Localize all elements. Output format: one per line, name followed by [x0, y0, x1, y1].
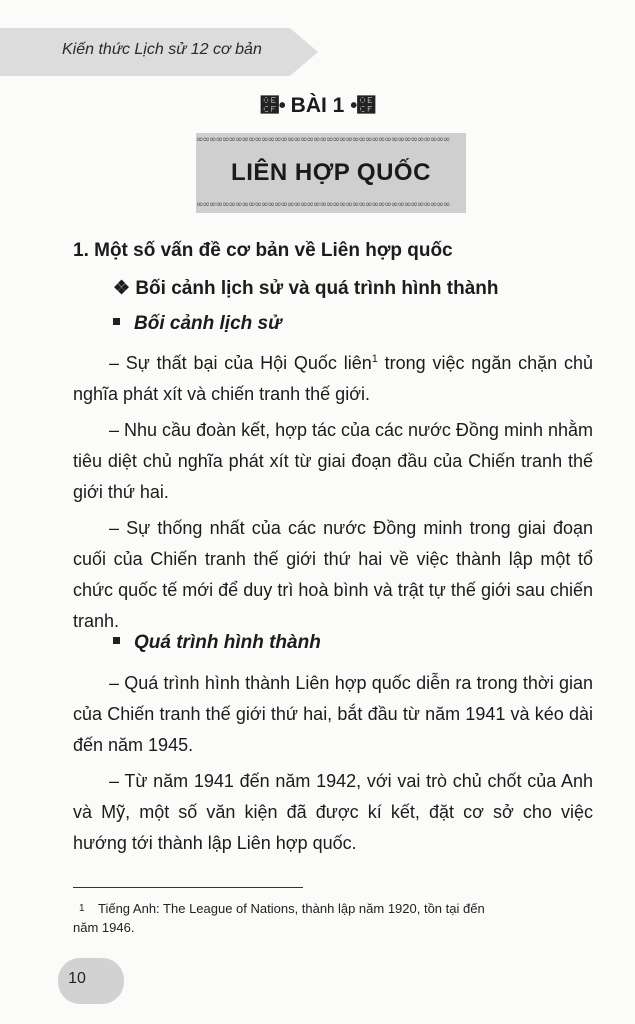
- page-number: 10: [68, 970, 86, 987]
- diamond-bullet-icon: ❖: [113, 278, 131, 299]
- paragraph-1-text-cont: trong việc ngăn chặn chủ nghĩa phát xít và chiến tranh thế giới.: [73, 353, 593, 404]
- sub-heading: [113, 277, 499, 300]
- footnote-ref: 1: [371, 353, 378, 365]
- section-heading: 1. Một số vấn đề cơ bản về Liên hợp quốc: [73, 240, 453, 261]
- footnote: [73, 899, 593, 937]
- square-bullet-icon: [113, 637, 120, 644]
- paragraph-1: [73, 348, 593, 410]
- footnote-divider: [73, 887, 303, 888]
- paragraph-4: – Quá trình hình thành Liên hợp quốc diễn ra trong thời gian của Chiến tranh thế giới thứ hai, bắt đầu từ năm 1941 và kéo dài đến năm 1945.: [73, 673, 593, 755]
- lesson-label: BÀI 1: [290, 94, 345, 117]
- ornament-left-icon: ໏•: [259, 95, 285, 117]
- lesson-label-row: [0, 94, 635, 118]
- bullet-heading-context: [113, 313, 282, 335]
- paragraph-3: – Sự thống nhất của các nước Đồng minh trong giai đoạn cuối của Chiến tranh thế giới thứ hai về việc thành lập một tổ chức quốc tế mới để duy trì hoà bình và trật tự thế giới sau chiến tranh.: [73, 518, 593, 631]
- book-title: Kiến thức Lịch sử 12 cơ bản: [62, 41, 262, 58]
- paragraph-1-text: – Sự thất bại của Hội Quốc liên: [109, 353, 372, 373]
- lesson-title: LIÊN HỢP QUỐC: [231, 159, 431, 186]
- footnote-line-1: Tiếng Anh: The League of Nations, thành lập năm 1920, tồn tại đến: [98, 901, 485, 916]
- sub-heading-text: Bối cảnh lịch sử và quá trình hình thành: [135, 278, 499, 299]
- paragraph-2: – Nhu cầu đoàn kết, hợp tác của các nước Đồng minh nhằm tiêu diệt chủ nghĩa phát xít từ giai đoạn đầu của Chiến tranh thế giới thứ hai.: [73, 420, 593, 502]
- footnote-number: 1: [79, 903, 85, 914]
- lesson-title-box: [196, 133, 466, 213]
- footnote-line-2: năm 1946.: [73, 920, 135, 935]
- paragraph-5: – Từ năm 1941 đến năm 1942, với vai trò chủ chốt của Anh và Mỹ, một số văn kiện đã được kí kết, đặt cơ sở cho việc hướng tới thành lập Liên hợp quốc.: [73, 771, 593, 853]
- square-bullet-icon: [113, 318, 120, 325]
- ornament-right-icon: •໏: [350, 95, 376, 117]
- bullet-heading-formation: [113, 632, 321, 654]
- bullet-heading-text: Quá trình hình thành: [134, 632, 321, 653]
- decorative-border-icon: ∞∞∞∞∞∞∞∞∞∞∞∞∞∞∞∞∞∞∞∞∞∞∞∞∞∞∞∞∞∞∞∞∞∞∞∞∞∞∞: [196, 136, 450, 145]
- decorative-border-icon: ∞∞∞∞∞∞∞∞∞∞∞∞∞∞∞∞∞∞∞∞∞∞∞∞∞∞∞∞∞∞∞∞∞∞∞∞∞∞∞: [196, 201, 450, 210]
- bullet-heading-text: Bối cảnh lịch sử: [134, 313, 282, 334]
- footnote-text: [73, 899, 593, 937]
